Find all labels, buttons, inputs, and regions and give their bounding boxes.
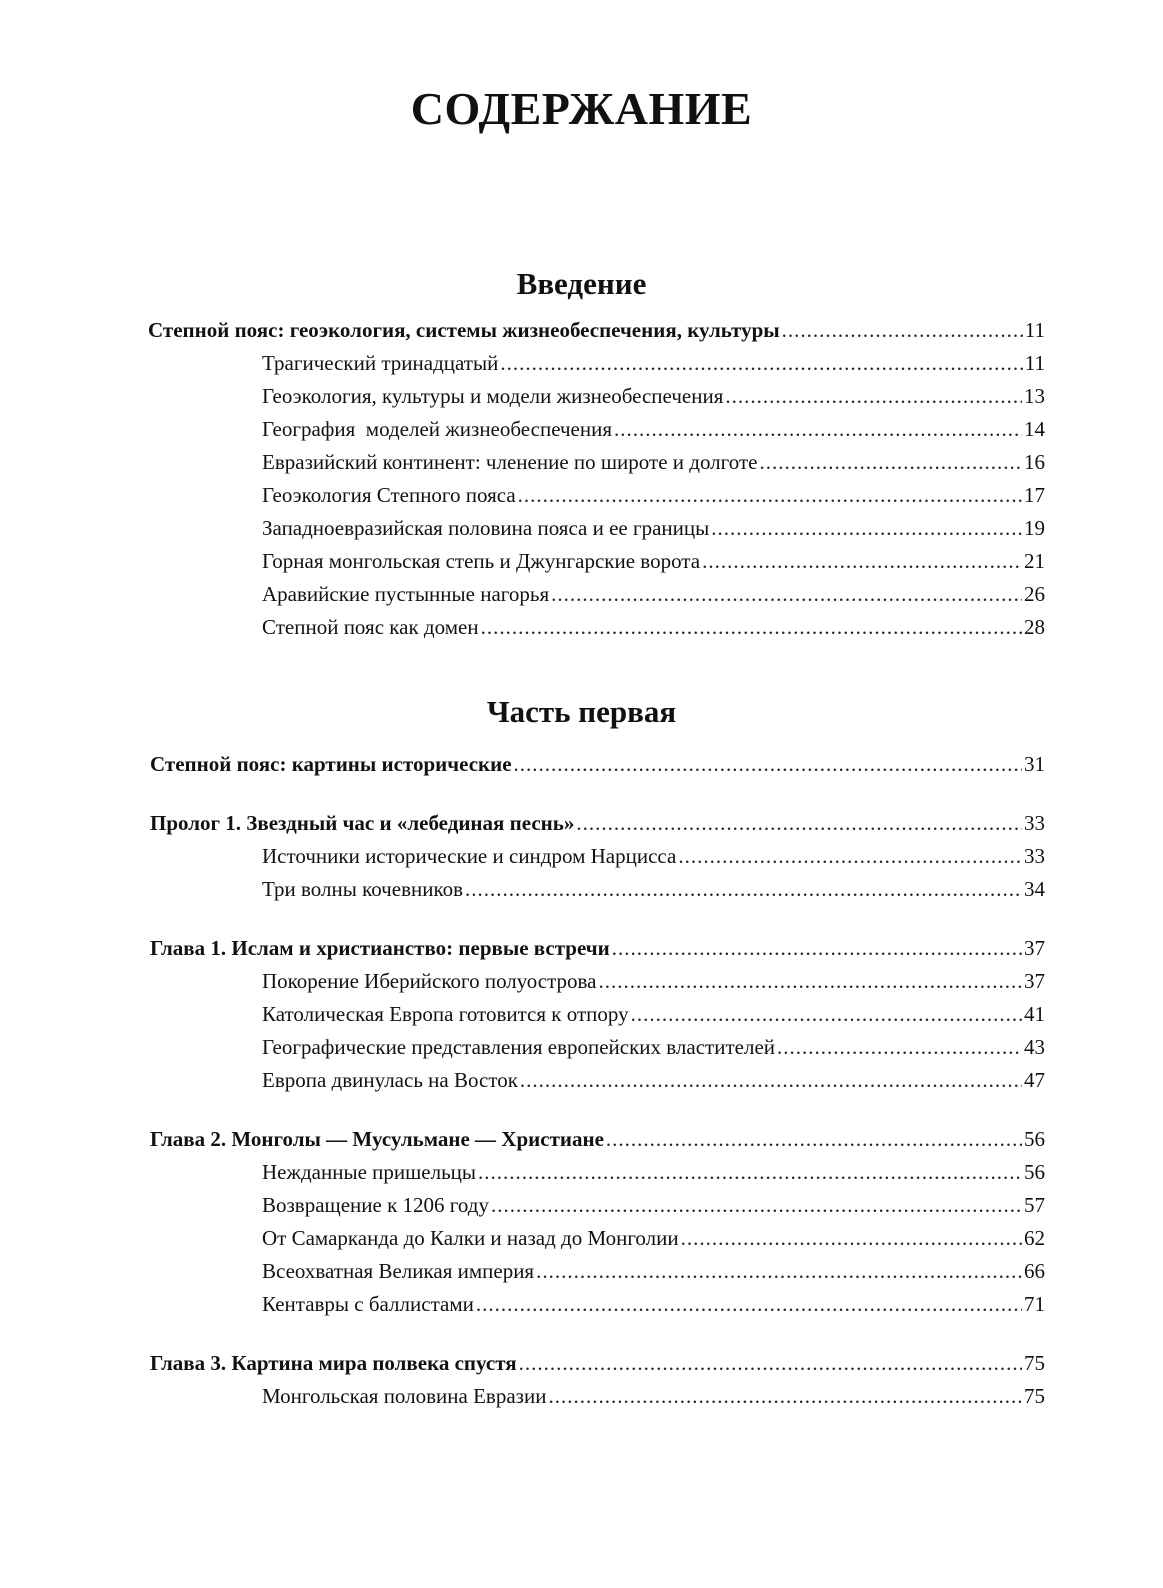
dot-leader [481, 611, 1022, 644]
toc-chapter-entry[interactable] [0, 807, 1045, 840]
dot-leader [631, 998, 1022, 1031]
toc-subentry[interactable] [0, 413, 1045, 446]
dot-leader [725, 380, 1022, 413]
section-title: Часть первая [486, 694, 677, 729]
toc-subentry[interactable] [0, 1380, 1045, 1413]
entry-page: 28 [1024, 615, 1045, 639]
toc-subentry[interactable] [0, 479, 1045, 512]
entry-page: 21 [1024, 549, 1045, 573]
entry-title: Аравийские пустынные нагорья [262, 582, 550, 606]
spacer [0, 1321, 1163, 1347]
dot-leader [478, 1156, 1022, 1189]
dot-leader [606, 1123, 1022, 1156]
entry-page: 62 [1024, 1226, 1045, 1250]
toc-subentry[interactable] [0, 1288, 1045, 1321]
entry-page: 11 [1024, 318, 1045, 342]
toc-chapter-entry[interactable] [0, 1123, 1045, 1156]
entry-title: Глава 2. Монголы — Мусульмане — Христиане [150, 1127, 604, 1151]
entry-page: 34 [1024, 877, 1045, 901]
toc-chapter-entry[interactable] [0, 314, 1045, 347]
dot-leader [711, 512, 1022, 545]
entry-page: 56 [1024, 1160, 1045, 1184]
toc-subentry[interactable] [0, 840, 1045, 873]
dot-leader [491, 1189, 1022, 1222]
entry-page: 37 [1024, 936, 1045, 960]
entry-page: 13 [1024, 384, 1045, 408]
entry-title: Степной пояс как домен [262, 615, 479, 639]
toc-subentry[interactable] [0, 1255, 1045, 1288]
toc-subentry[interactable] [0, 1031, 1045, 1064]
entry-page: 56 [1024, 1127, 1045, 1151]
dot-leader [514, 748, 1022, 781]
entry-title: Горная монгольская степь и Джунгарские ворота [262, 549, 701, 573]
toc-chapter-entry[interactable] [0, 1347, 1045, 1380]
dot-leader [599, 965, 1023, 998]
dot-leader [536, 1255, 1022, 1288]
entry-page: 71 [1024, 1292, 1045, 1316]
entry-title: Западноевразийская половина пояса и ее границы [262, 516, 710, 540]
entry-title: Источники исторические и синдром Нарцисса [262, 844, 677, 868]
entry-title: Геоэкология Степного пояса [262, 483, 516, 507]
entry-title: Степной пояс: геоэкология, системы жизнеобеспечения, культуры [148, 318, 780, 342]
toc-subentry[interactable] [0, 512, 1045, 545]
toc-chapter-entry[interactable] [0, 932, 1045, 965]
entry-title: Евразийский континент: членение по широте и долготе [262, 450, 758, 474]
entry-title: Глава 3. Картина мира полвека спустя [150, 1351, 517, 1375]
dot-leader [681, 1222, 1022, 1255]
dot-leader [576, 807, 1022, 840]
entry-title: Глава 1. Ислам и христианство: первые встречи [150, 936, 610, 960]
entry-title: Кентавры с баллистами [262, 1292, 474, 1316]
entry-page: 66 [1024, 1259, 1045, 1283]
entry-title: Католическая Европа готовится к отпору [262, 1002, 629, 1026]
entry-title: Европа двинулась на Восток [262, 1068, 518, 1092]
dot-leader [612, 932, 1022, 965]
entry-title: Покорение Иберийского полуострова [262, 969, 597, 993]
dot-leader [759, 446, 1022, 479]
entry-page: 57 [1024, 1193, 1045, 1217]
entry-title: Пролог 1. Звездный час и «лебединая песнь» [150, 811, 575, 835]
spacer [0, 906, 1163, 932]
entry-page: 75 [1024, 1351, 1045, 1375]
dot-leader [678, 840, 1022, 873]
dot-leader [465, 873, 1022, 906]
entry-title: География моделей жизнеобеспечения [262, 417, 613, 441]
entry-title: Нежданные пришельцы [262, 1160, 477, 1184]
toc-subentry[interactable] [0, 873, 1045, 906]
toc-subentry[interactable] [0, 965, 1045, 998]
entry-page: 19 [1024, 516, 1045, 540]
entry-title: Географические представления европейских властителей [262, 1035, 776, 1059]
toc-subentry[interactable] [0, 446, 1045, 479]
dot-leader [520, 1064, 1022, 1097]
dot-leader [614, 413, 1022, 446]
entry-title: Степной пояс: картины исторические [150, 752, 512, 776]
entry-title: Геоэкология, культуры и модели жизнеобеспечения [262, 384, 724, 408]
page-title: СОДЕРЖАНИЕ [410, 83, 753, 134]
dot-leader [500, 347, 1022, 380]
toc-subentry[interactable] [0, 998, 1045, 1031]
entry-page: 37 [1024, 969, 1045, 993]
dot-leader [551, 578, 1022, 611]
entry-page: 26 [1024, 582, 1045, 606]
entry-page: 33 [1024, 844, 1045, 868]
entry-page: 31 [1024, 752, 1045, 776]
toc-subentry[interactable] [0, 578, 1045, 611]
spacer [0, 1097, 1163, 1123]
entry-title: Возвращение к 1206 году [262, 1193, 489, 1217]
toc-subentry[interactable] [0, 347, 1045, 380]
entry-title: От Самарканда до Калки и назад до Монголии [262, 1226, 679, 1250]
toc-subentry[interactable] [0, 1222, 1045, 1255]
entry-page: 75 [1024, 1384, 1045, 1408]
dot-leader [476, 1288, 1022, 1321]
entry-page: 17 [1024, 483, 1045, 507]
toc-subentry[interactable] [0, 380, 1045, 413]
entry-title: Монгольская половина Евразии [262, 1384, 547, 1408]
section-title: Введение [516, 266, 647, 301]
entry-title: Трагический тринадцатый [262, 351, 499, 375]
entry-title: Всеохватная Великая империя [262, 1259, 535, 1283]
dot-leader [518, 479, 1022, 512]
section-introduction [0, 262, 1163, 644]
entry-page: 41 [1024, 1002, 1045, 1026]
entry-page: 14 [1024, 417, 1045, 441]
entry-title: Три волны кочевников [262, 877, 464, 901]
entry-page: 47 [1024, 1068, 1045, 1092]
dot-leader [548, 1380, 1022, 1413]
toc-subentry[interactable] [0, 1189, 1045, 1222]
toc-chapter-entry[interactable] [0, 748, 1045, 781]
section-part-one [0, 690, 1163, 1413]
toc-subentry[interactable] [0, 1064, 1045, 1097]
dot-leader [782, 314, 1023, 347]
entry-page: 33 [1024, 811, 1045, 835]
toc-list [0, 314, 1163, 644]
entry-page: 16 [1024, 450, 1045, 474]
toc-list [0, 748, 1163, 1413]
toc-subentry[interactable] [0, 611, 1045, 644]
toc-subentry[interactable] [0, 1156, 1045, 1189]
entry-page: 43 [1024, 1035, 1045, 1059]
toc-subentry[interactable] [0, 545, 1045, 578]
entry-page: 11 [1024, 351, 1045, 375]
spacer [0, 781, 1163, 807]
dot-leader [519, 1347, 1022, 1380]
dot-leader [777, 1031, 1022, 1064]
dot-leader [702, 545, 1022, 578]
